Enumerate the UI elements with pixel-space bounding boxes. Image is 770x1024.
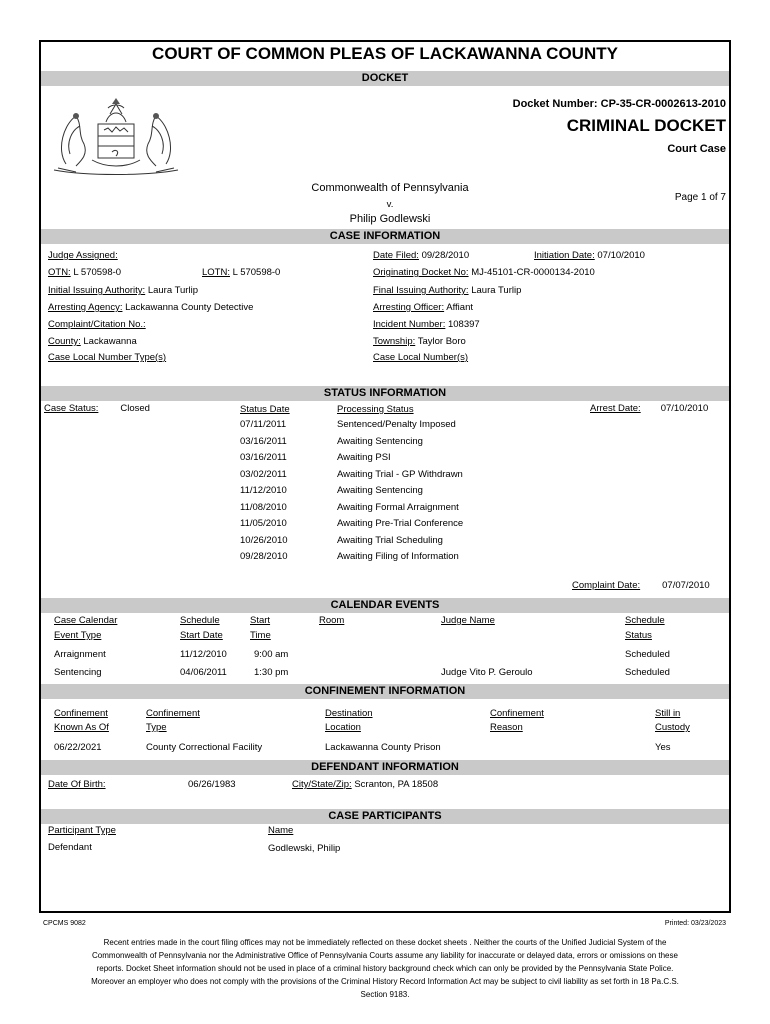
date-filed: Date Filed: 09/28/2010: [373, 250, 470, 261]
county: County: Lackawanna: [48, 336, 137, 347]
case-local-number-type-label: Case Local Number Type(s): [48, 352, 167, 363]
confinement-type-header: Confinement: [146, 708, 200, 719]
processing-status: Awaiting Trial - GP Withdrawn: [337, 468, 463, 480]
case-information-bar: [41, 229, 729, 244]
participant-type: Defendant: [48, 842, 92, 853]
confinement-information-title: CONFINEMENT INFORMATION: [304, 685, 466, 697]
initiation-date: Initiation Date: 07/10/2010: [534, 250, 645, 261]
case-participants-title: CASE PARTICIPANTS: [328, 810, 442, 822]
confinement-still-in-custody: Yes: [655, 742, 671, 753]
status-date-header: Status Date: [240, 404, 290, 415]
calendar-start-time: 9:00 am: [254, 649, 289, 660]
initial-issuing-authority: Initial Issuing Authority: Laura Turlip: [48, 285, 198, 296]
confinement-type-header-2: Type: [146, 722, 167, 733]
city-state-zip: City/State/Zip: Scranton, PA 18508: [292, 779, 439, 790]
complaint-date: Complaint Date: 07/07/2010: [572, 580, 710, 591]
status-date: 11/08/2010: [240, 501, 287, 513]
date-of-birth: 06/26/1983: [188, 779, 236, 790]
confinement-destination-header: Destination: [325, 708, 373, 719]
confinement-location: Lackawanna County Prison: [325, 742, 441, 753]
caption-versus: v.: [386, 199, 394, 210]
township: Township: Taylor Boro: [373, 336, 466, 347]
processing-status: Awaiting Trial Scheduling: [337, 534, 443, 546]
confinement-custody-header: Still in: [655, 708, 681, 719]
caption-defendant: Philip Godlewski: [349, 213, 431, 225]
incident-number: Incident Number: 108397: [373, 319, 480, 330]
arresting-officer: Arresting Officer: Affiant: [373, 302, 473, 313]
processing-status: Awaiting Sentencing: [337, 435, 423, 447]
status-date: 11/05/2010: [240, 518, 287, 529]
confinement-reason-header-2: Reason: [490, 722, 523, 733]
calendar-judge-header: Judge Name: [441, 615, 495, 626]
lotn: LOTN: L 570598-0: [202, 267, 281, 278]
calendar-judge-name: Judge Vito P. Geroulo: [441, 667, 533, 678]
case-information-title: CASE INFORMATION: [329, 230, 441, 242]
disclaimer: Recent entries made in the court filing offices may not be immediately reflected on these docket sheets . Neither the courts of the Unified Judicial System of the Commonwealth of Pennsylvania nor the Administrative Office of Pennsylvania Courts assume any liability for inaccurate or delayed data, errors or omissions on these reports. Docket Sheet information should not be used in place of a criminal history background check which can only be provided by the Pennsylvania State Police. Moreover an employer who does not comply with the provisions of the Criminal History Record Information Act may be subject to civil liability as set forth in 18 Pa.C.S. Section 9183.: [91, 938, 679, 999]
final-issuing-authority: Final Issuing Authority: Laura Turlip: [373, 285, 522, 296]
participant-name-header: Name: [268, 825, 294, 836]
confinement-reason-header: Confinement: [490, 708, 544, 719]
participant-type-header: Participant Type: [48, 825, 116, 836]
calendar-start-date: 11/12/2010: [180, 649, 227, 660]
defendant-information-title: DEFENDANT INFORMATION: [311, 761, 459, 773]
printed-date: Printed: 03/23/2023: [664, 920, 726, 927]
calendar-event-type-header: Case Calendar: [54, 615, 118, 626]
confinement-known-as-of: 06/22/2021: [54, 742, 102, 753]
processing-status-header: Processing Status: [337, 404, 414, 415]
case-local-number-label: Case Local Number(s): [373, 352, 469, 363]
calendar-events-bar: [41, 598, 729, 613]
calendar-start-time: 1:30 pm: [254, 667, 289, 678]
processing-status: Awaiting PSI: [337, 452, 391, 463]
calendar-schedule-status: Scheduled: [625, 667, 670, 678]
calendar-start-header: Start: [250, 615, 271, 626]
status-date: 03/02/2011: [240, 468, 287, 480]
confinement-type: County Correctional Facility: [146, 742, 263, 753]
processing-status: Awaiting Filing of Information: [337, 551, 459, 562]
processing-status: Sentenced/Penalty Imposed: [337, 419, 456, 430]
status-date: 03/16/2011: [240, 435, 287, 447]
defendant-information-bar: [41, 760, 729, 775]
case-status: Case Status: Closed: [44, 403, 150, 414]
caption-plaintiff: Commonwealth of Pennsylvania: [311, 182, 469, 194]
status-date: 11/12/2010: [240, 485, 287, 496]
calendar-event-type: Arraignment: [54, 649, 106, 660]
judge-assigned-label: Judge Assigned:: [48, 250, 118, 261]
status-date: 09/28/2010: [240, 551, 288, 562]
docket-bar: [41, 71, 729, 86]
arrest-date: Arrest Date: 07/10/2010: [590, 403, 709, 414]
calendar-events-title: CALENDAR EVENTS: [330, 599, 440, 611]
calendar-status-header-2: Status: [625, 630, 652, 641]
status-date: 10/26/2010: [240, 534, 288, 546]
case-participants-bar: [41, 809, 729, 824]
form-number: CPCMS 9082: [43, 920, 86, 927]
date-of-birth-label: Date Of Birth:: [48, 779, 106, 790]
calendar-event-type-header-2: Event Type: [54, 630, 102, 641]
calendar-schedule-header: Schedule: [180, 615, 220, 626]
confinement-known-header-2: Known As Of: [54, 722, 109, 733]
status-date: 07/11/2011: [240, 419, 287, 430]
status-information-bar: [41, 386, 729, 401]
case-kind: Court Case: [667, 143, 726, 155]
docket-number: Docket Number: CP-35-CR-0002613-2010: [512, 98, 726, 110]
calendar-status-header: Schedule: [625, 615, 665, 626]
docket-type: CRIMINAL DOCKET: [566, 116, 726, 135]
complaint-citation-label: Complaint/Citation No.:: [48, 319, 146, 330]
processing-status: Awaiting Formal Arraignment: [337, 501, 459, 513]
arresting-agency: Arresting Agency: Lackawanna County Detective: [48, 302, 254, 313]
status-information-title: STATUS INFORMATION: [323, 387, 447, 399]
confinement-custody-header-2: Custody: [655, 722, 690, 733]
docket-label: DOCKET: [361, 72, 409, 84]
calendar-schedule-status: Scheduled: [625, 649, 670, 660]
processing-status: Awaiting Pre-Trial Conference: [337, 518, 464, 529]
status-date: 03/16/2011: [240, 452, 287, 463]
page-number: Page 1 of 7: [674, 192, 726, 203]
court-title: COURT OF COMMON PLEAS OF LACKAWANNA COUNTY: [152, 44, 618, 63]
calendar-event-type: Sentencing: [54, 667, 102, 678]
calendar-start-header-2: Time: [250, 630, 271, 641]
pennsylvania-seal-icon: [46, 94, 186, 176]
confinement-known-header: Confinement: [54, 708, 108, 719]
processing-status: Awaiting Sentencing: [337, 485, 423, 496]
calendar-start-date: 04/06/2011: [180, 667, 227, 678]
calendar-schedule-header-2: Start Date: [180, 630, 223, 641]
originating-docket: Originating Docket No: MJ-45101-CR-0000134-2010: [373, 267, 595, 278]
calendar-room-header: Room: [319, 615, 345, 626]
confinement-destination-header-2: Location: [325, 722, 361, 733]
participant-name: Godlewski, Philip: [268, 843, 341, 854]
confinement-information-bar: [41, 684, 729, 699]
otn: OTN: L 570598-0: [48, 267, 122, 278]
